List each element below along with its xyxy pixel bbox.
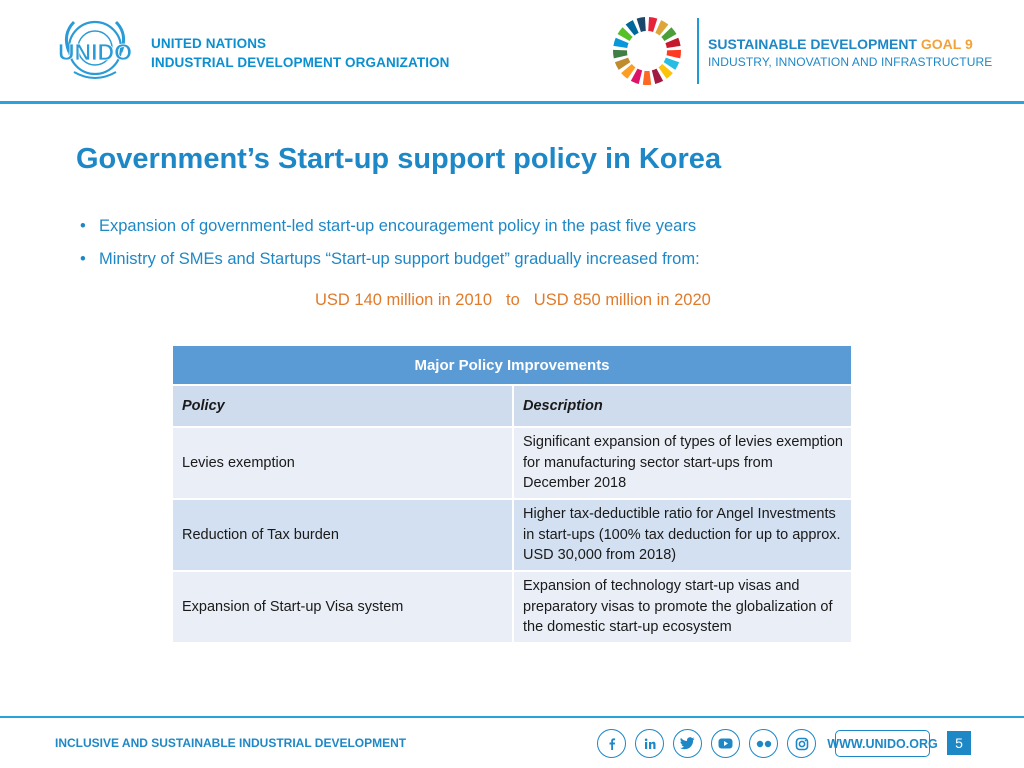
bullet-list — [80, 210, 700, 276]
sdg-wheel-segment — [643, 71, 651, 85]
policy-cell: Expansion of Start-up Visa system — [172, 571, 513, 643]
svg-text:UNIDO: UNIDO — [57, 39, 133, 65]
table-row — [172, 427, 852, 499]
sdg-wheel-segment — [667, 50, 681, 58]
unido-logo — [52, 14, 138, 86]
description-cell: Significant expansion of types of levies exemption for manufacturing sector start-ups from December 2018 — [513, 427, 852, 499]
facebook-icon[interactable] — [597, 729, 626, 758]
org-name-line1: UNITED NATIONS — [151, 36, 267, 51]
sdg-title: SUSTAINABLE DEVELOPMENT — [708, 36, 921, 52]
bullet-icon: • — [80, 250, 86, 268]
budget-to: USD 850 million in 2020 — [533, 291, 711, 309]
sdg-wheel-segment — [613, 38, 628, 48]
policy-cell: Levies exemption — [172, 427, 513, 499]
footer-tagline: INCLUSIVE AND SUSTAINABLE INDUSTRIAL DEVELOPMENT — [55, 736, 407, 750]
twitter-icon[interactable] — [673, 729, 702, 758]
table-row — [172, 499, 852, 571]
instagram-icon[interactable] — [787, 729, 816, 758]
youtube-icon[interactable] — [711, 729, 740, 758]
flickr-icon[interactable] — [749, 729, 778, 758]
sdg-wheel-segment — [613, 50, 627, 58]
table-caption: Major Policy Improvements — [172, 345, 852, 385]
column-header-description: Description — [513, 385, 852, 427]
website-link[interactable]: WWW.UNIDO.ORG — [835, 730, 930, 757]
policy-cell: Reduction of Tax burden — [172, 499, 513, 571]
org-name-line2: INDUSTRIAL DEVELOPMENT ORGANIZATION — [151, 55, 450, 70]
linkedin-icon[interactable] — [635, 729, 664, 758]
table-row — [172, 571, 852, 643]
column-header-policy: Policy — [172, 385, 513, 427]
description-cell: Expansion of technology start-up visas and preparatory visas to promote the globalization of the domestic start-up ecosystem — [513, 571, 852, 643]
page-number: 5 — [947, 731, 971, 755]
header-rule — [0, 101, 1024, 104]
bullet-item: • Expansion of government-led start-up encouragement policy in the past five years — [80, 210, 700, 243]
slide-header — [0, 0, 1024, 104]
org-name — [151, 34, 450, 72]
sdg-wheel-segment — [637, 17, 646, 32]
policy-table — [171, 344, 853, 644]
description-cell: Higher tax-deductible ratio for Angel Investments in start-ups (100% tax deduction for up to approx. USD 30,000 from 2018) — [513, 499, 852, 571]
sdg-goal: GOAL 9 — [920, 36, 973, 52]
budget-from: USD 140 million in 2010 — [315, 291, 493, 309]
bullet-item: • Ministry of SMEs and Startups “Start-up support budget” gradually increased from: — [80, 243, 700, 276]
sdg-label — [708, 35, 992, 71]
table-caption-row — [172, 345, 852, 385]
bullet-icon: • — [80, 217, 86, 235]
sdg-wheel-segment — [665, 38, 680, 48]
slide-title: Government’s Start-up support policy in Korea — [76, 143, 722, 175]
sdg-wheel-icon — [612, 16, 682, 86]
sdg-wheel-segment — [648, 17, 657, 32]
budget-separator: to — [506, 291, 520, 309]
table-header-row — [172, 385, 852, 427]
header-divider — [697, 18, 699, 84]
social-links — [597, 729, 816, 758]
sdg-subtitle: INDUSTRY, INNOVATION AND INFRASTRUCTURE — [708, 55, 993, 69]
budget-highlight — [315, 291, 711, 310]
footer-rule — [0, 716, 1024, 718]
